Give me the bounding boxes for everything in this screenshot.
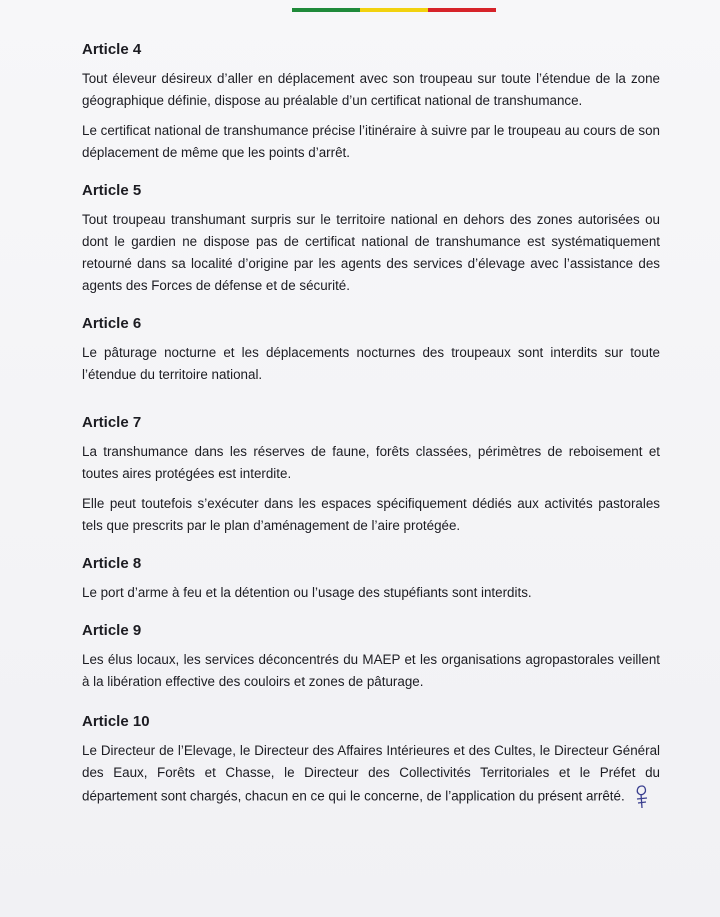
article-heading: Article 9	[82, 622, 142, 639]
article-6	[82, 314, 660, 386]
article-paragraph: La transhumance dans les réserves de faune, forêts classées, périmètres de reboisement et toutes aires protégées est interdite.	[82, 444, 660, 481]
article-heading: Article 10	[82, 713, 150, 730]
article-heading: Article 5	[82, 182, 142, 199]
article-paragraph: Le certificat national de transhumance précise l’itinéraire à suivre par le troupeau au cours de son déplacement de même que les points d’arrêt.	[82, 123, 660, 160]
flag-yellow-stripe	[360, 8, 428, 12]
article-heading: Article 6	[82, 315, 142, 332]
article-5	[82, 181, 660, 297]
flag-red-stripe	[428, 8, 496, 12]
article-heading: Article 8	[82, 555, 142, 572]
article-9	[82, 621, 660, 693]
article-paragraph: Tout éleveur désireux d’aller en déplacement avec son troupeau sur toute l’étendue de la zone géographique définie, dispose au préalable d’un certificat national de transhumance.	[82, 71, 660, 108]
article-heading: Article 7	[82, 414, 142, 431]
flag-bar	[292, 8, 496, 12]
initials-signature-icon	[633, 784, 651, 810]
flag-green-stripe	[292, 8, 360, 12]
article-4	[82, 40, 660, 164]
article-paragraph	[82, 740, 660, 810]
article-10	[82, 712, 660, 810]
article-paragraph: Le pâturage nocturne et les déplacements nocturnes des troupeaux sont interdits sur toute l’étendue du territoire national.	[82, 345, 660, 382]
article-7	[82, 413, 660, 537]
article-paragraph: Les élus locaux, les services déconcentrés du MAEP et les organisations agropastorales veillent à la libération effective des couloirs et zones de pâturage.	[82, 652, 660, 689]
document-body	[82, 40, 660, 818]
article-paragraph: Elle peut toutefois s’exécuter dans les espaces spécifiquement dédiés aux activités pastorales tels que prescrits par le plan d’aménagement de l’aire protégée.	[82, 496, 660, 533]
article-heading: Article 4	[82, 41, 142, 58]
article-paragraph: Tout troupeau transhumant surpris sur le territoire national en dehors des zones autorisées ou dont le gardien ne dispose pas de certificat national de transhumance est systématiquement retourné dans sa localité d’origine par les agents des services d’élevage avec l’assistance des agents des Forces de défense et de sécurité.	[82, 212, 660, 293]
article-paragraph: Le port d’arme à feu et la détention ou l’usage des stupéfiants sont interdits.	[82, 585, 532, 600]
article-8	[82, 554, 660, 604]
article-paragraph-text: Le Directeur de l’Elevage, le Directeur des Affaires Intérieures et des Cultes, le Directeur Général des Eaux, Forêts et Chasse, le Directeur des Collectivités Territoriales et le Préfet du département sont chargés, chacun en ce qui le concerne, de l’application du présent arrêté.	[82, 743, 660, 804]
